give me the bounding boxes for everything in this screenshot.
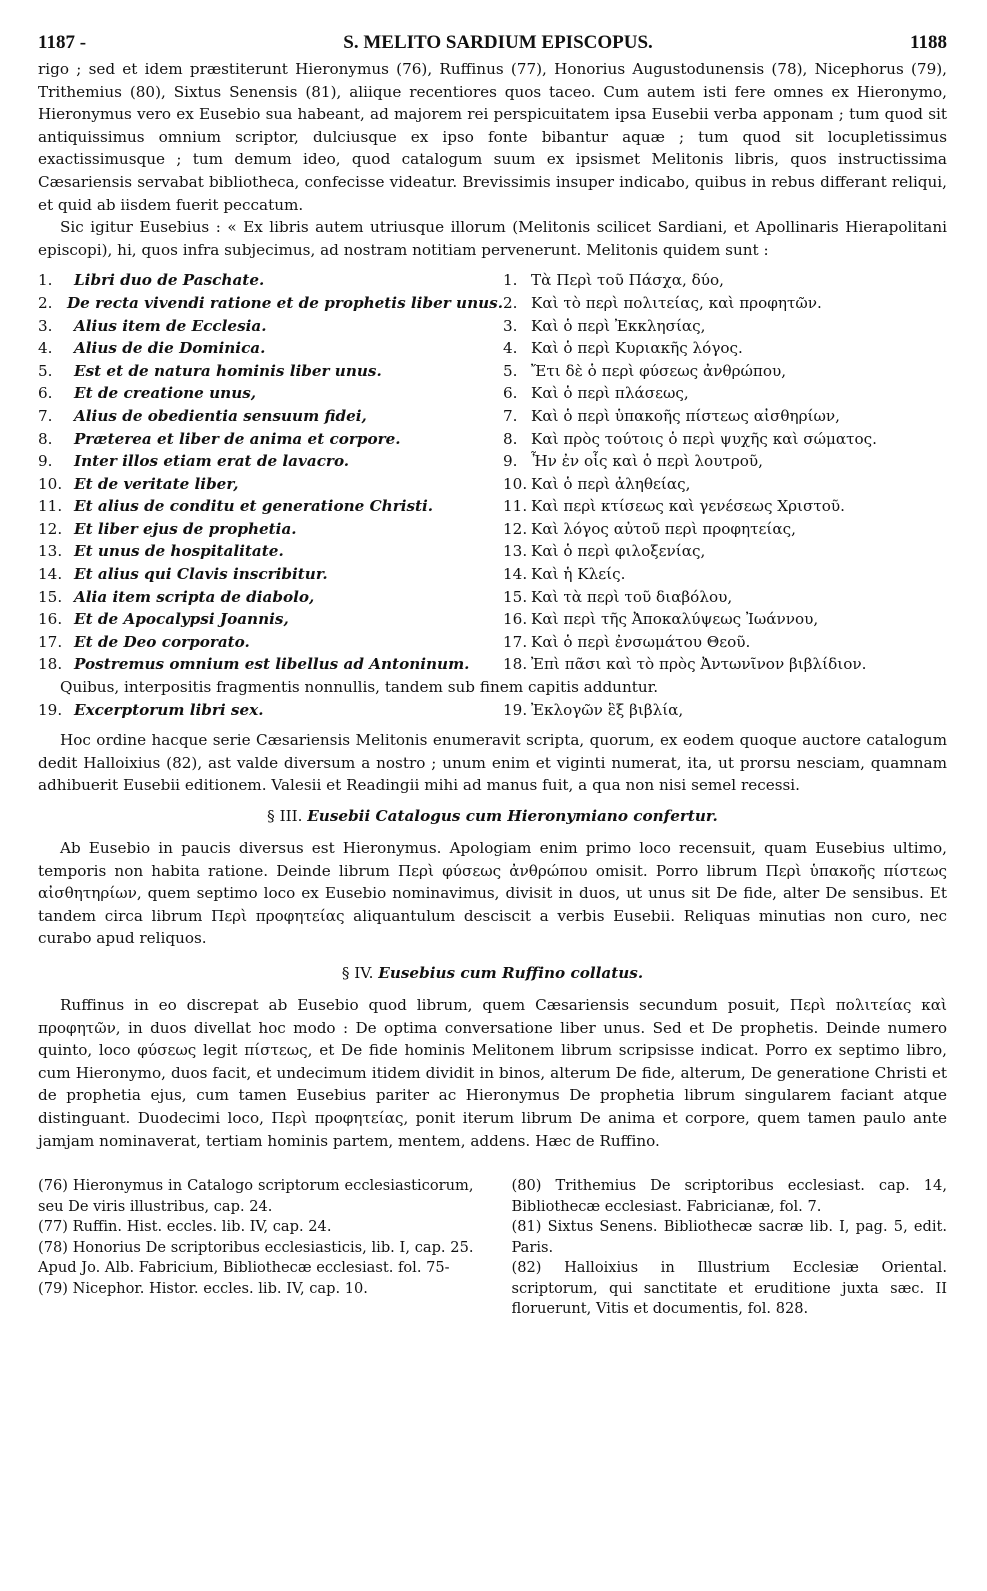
- footnotes: [38, 1176, 947, 1320]
- list-item-title: Ἦν ἐν οἷς καὶ ὁ περὶ λουτροῦ,: [531, 452, 763, 471]
- list-item-number: 4.: [38, 339, 53, 358]
- list-item: [38, 586, 503, 609]
- list-item: [503, 608, 947, 631]
- list-item-title: Præterea et liber de anima et corpore.: [74, 429, 401, 448]
- list-item: [503, 450, 947, 473]
- list-item-number: 4.: [503, 339, 518, 358]
- list-item: [38, 337, 503, 360]
- list-item-title: Τὰ Περὶ τοῦ Πάσχα, δύο,: [531, 271, 724, 290]
- list-item-number: 12.: [38, 519, 63, 538]
- list-item-number: 2.: [503, 293, 518, 312]
- running-title: S. MELITO SARDIUM EPISCOPUS.: [343, 32, 653, 53]
- list-item-title: Καὶ περὶ τῆς Ἀποκαλύψεως Ἰωάννου,: [531, 610, 819, 629]
- list-item-number: 18.: [38, 655, 63, 674]
- list-item: [503, 315, 947, 338]
- list-item-title: Καὶ ὁ περὶ πλάσεως,: [531, 384, 689, 403]
- list-item: [38, 450, 503, 473]
- list-item-title: Et alius qui Clavis inscribitur.: [74, 565, 328, 584]
- list-item-number: 10.: [503, 474, 528, 493]
- list-item-number: 7.: [38, 406, 53, 425]
- list-item-title: Καὶ ὁ περὶ ἀληθείας,: [531, 474, 691, 493]
- list-item-number: 9.: [38, 452, 53, 471]
- list-item-title: Et de Apocalypsi Joannis,: [74, 610, 289, 629]
- list-item-number: 17.: [38, 632, 63, 651]
- list-item: [38, 382, 503, 405]
- column-number-right: 1188: [910, 32, 947, 53]
- list-item: [503, 428, 947, 451]
- list-item: [503, 382, 947, 405]
- footnote: (77) Ruffin. Hist. eccles. lib. IV, cap. 24.: [38, 1218, 332, 1236]
- list-item: [503, 360, 947, 383]
- list-item: [503, 337, 947, 360]
- list-item: [38, 563, 503, 586]
- list-item-title: Καὶ ὁ περὶ Ἐκκλησίας,: [531, 316, 706, 335]
- list-item: [38, 292, 503, 315]
- list-item-title: Postremus omnium est libellus ad Antoninum.: [74, 655, 470, 674]
- list-item: [503, 518, 947, 541]
- footnote: (78) Honorius De scriptoribus ecclesiasticis, lib. I, cap. 25. Apud Jo. Alb. Fabricium, Bibliothecæ ecclesiast. fol. 75-: [38, 1238, 474, 1277]
- works-list: [38, 269, 947, 676]
- list-item: [38, 495, 503, 518]
- item-19-row: [38, 699, 947, 722]
- list-item: [38, 540, 503, 563]
- list-item: [38, 631, 503, 654]
- list-item: [38, 269, 503, 292]
- list-item-title: Καὶ περὶ κτίσεως καὶ γενέσεως Χριστοῦ.: [531, 497, 845, 516]
- list-item: [38, 518, 503, 541]
- footnote: (82) Halloixius in Illustrium Ecclesiæ Oriental. scriptorum, qui sanctitate et eruditione juxta sæc. II floruerunt, Vitis et documentis, fol. 828.: [511, 1259, 947, 1318]
- list-item-number: 8.: [38, 429, 53, 448]
- list-item-number: 11.: [503, 497, 528, 516]
- list-item-title: Ἔτι δὲ ὁ περὶ φύσεως ἀνθρώπου,: [531, 361, 787, 380]
- section-iii-paragraph: Ab Eusebio in paucis diversus est Hieronymus. Apologiam enim primo loco recensuit, quam Eusebius ultimo, temporis non habita ratione. Deinde librum Περὶ φύσεως ἀνθρώπου omisit. Porro librum Περὶ ὑπακοῆς πίστεως αἰσθητηρίων, quem septimo loco ex Eusebio nominavimus, divisit in duos, ut unus sit De fide, alter De sensibus. Et tandem circa librum Περὶ προφητείας aliquantulum desciscit a verbis Eusebii. Reliquas minutias non curo, nec curabo apud reliquos.: [38, 839, 947, 948]
- list-item-number: 15.: [503, 587, 528, 606]
- list-item-title: Καὶ ὁ περὶ φιλοξενίας,: [531, 542, 706, 561]
- list-item-number: 8.: [503, 429, 518, 448]
- list-item: [503, 631, 947, 654]
- list-item-number: 13.: [503, 542, 528, 561]
- list-item-number: 1.: [38, 271, 53, 290]
- list-item-title: Καὶ τὸ περὶ πολιτείας, καὶ προφητῶν.: [531, 293, 822, 312]
- list-item: [503, 563, 947, 586]
- list-item: [503, 292, 947, 315]
- list-item-number: 16.: [38, 610, 63, 629]
- list-item-title: Καὶ ὁ περὶ ἐνσωμάτου Θεοῦ.: [531, 632, 751, 651]
- list-item-title: De recta vivendi ratione et de prophetis liber unus.: [66, 293, 503, 312]
- list-item-number: 14.: [503, 565, 528, 584]
- list-item-title: Et alius de conditu et generatione Christi.: [74, 497, 434, 516]
- list-item: [38, 428, 503, 451]
- list-item-number: 2.: [38, 293, 53, 312]
- greek-list: [503, 269, 947, 676]
- list-item-number: 6.: [503, 384, 518, 403]
- item-19-greek: Ἐκλογῶν ἓξ βιβλία,: [531, 700, 684, 719]
- section-iv-heading: [38, 964, 947, 982]
- list-item: [503, 473, 947, 496]
- list-item-title: Et unus de hospitalitate.: [74, 542, 284, 561]
- list-item-title: Καὶ ἡ Κλείς.: [531, 565, 626, 584]
- list-item-number: 10.: [38, 474, 63, 493]
- page-header: [38, 32, 947, 58]
- list-item: [503, 495, 947, 518]
- list-item: [38, 473, 503, 496]
- list-item-title: Et liber ejus de prophetia.: [74, 519, 297, 538]
- list-item-title: Καὶ ὁ περὶ Κυριακῆς λόγος.: [531, 339, 743, 358]
- list-item-title: Alius item de Ecclesia.: [74, 316, 267, 335]
- list-item-number: 18.: [503, 655, 528, 674]
- list-item: [503, 405, 947, 428]
- footnote: (76) Hieronymus in Catalogo scriptorum ecclesiasticorum, seu De viris illustribus, cap. 24.: [38, 1177, 474, 1215]
- footnotes-left: [38, 1176, 474, 1320]
- list-item-number: 3.: [38, 316, 53, 335]
- list-item-number: 12.: [503, 519, 528, 538]
- section-iv-title: Eusebius cum Ruffino collatus.: [378, 963, 644, 982]
- footnotes-right: [512, 1176, 948, 1320]
- list-item-title: Καὶ ὁ περὶ ὑπακοῆς πίστεως αἰσθηρίων,: [531, 406, 840, 425]
- footnote: (80) Trithemius De scriptoribus ecclesiast. cap. 14, Bibliothecæ ecclesiast. Fabricianæ, fol. 7.: [511, 1177, 947, 1215]
- column-number-left: 1187 -: [38, 32, 87, 53]
- list-item: [503, 586, 947, 609]
- list-item-number: 6.: [38, 384, 53, 403]
- list-item-number: 17.: [503, 632, 528, 651]
- list-item-number: 7.: [503, 406, 518, 425]
- section-iv-paragraph: Ruffinus in eo discrepat ab Eusebio quod librum, quem Cæsariensis secundum posuit, Περὶ πολιτείας καὶ προφητῶν, in duos divellat hoc modo : De optima conversatione liber unus. Sed et De prophetis. Deinde numero quinto, loco φύσεως legit πίστεως, et De fide hominis Melitonem librum scripsisse indicat. Porro ex septimo libro, cum Hieronymo, duos facit, et undecimum itidem dividit in binos, alterum De fide, alterum, De generatione Christi et de prophetia ejus, cum tamen Eusebius pariter ac Hieronymus De prophetia librum singularem faciant atque distinguant. Duodecimi loco, Περὶ προφητείας, ponit iterum librum De anima et corpore, quem tamen paulo ante jamjam nominaverat, tertiam hominis partem, mentem, addens. Hæc de Ruffino.: [38, 995, 947, 1150]
- item-19-number: 19.: [38, 700, 63, 719]
- list-item: [503, 540, 947, 563]
- list-item: [503, 269, 947, 292]
- list-item: [38, 315, 503, 338]
- list-item: [38, 608, 503, 631]
- list-item-title: Alia item scripta de diabolo,: [74, 587, 315, 606]
- list-item-number: 11.: [38, 497, 63, 516]
- quote-intro-paragraph: Sic igitur Eusebius : « Ex libris autem utriusque illorum (Melitonis scilicet Sardiani, et Apollinaris Hierapolitani episcopi), hi, quos infra subjecimus, ad nostram notitiam pervenerunt. Melitonis quidem sunt :: [38, 218, 947, 259]
- list-item-number: 1.: [503, 271, 518, 290]
- list-item-number: 15.: [38, 587, 63, 606]
- list-item-title: Καὶ πρὸς τούτοις ὁ περὶ ψυχῆς καὶ σώματος.: [531, 429, 877, 448]
- list-item-title: Ἐπὶ πᾶσι καὶ τὸ πρὸς Ἀντωνῖνον βιβλίδιον.: [531, 655, 867, 674]
- item-19-greek-number: 19.: [503, 700, 528, 719]
- list-item-title: Alius de obedientia sensuum fidei,: [74, 406, 367, 425]
- item-19-latin: Excerptorum libri sex.: [74, 700, 264, 719]
- list-item-title: Est et de natura hominis liber unus.: [74, 361, 382, 380]
- section-iv-sign: § IV.: [341, 963, 374, 982]
- list-item-number: 16.: [503, 610, 528, 629]
- list-item-number: 9.: [503, 452, 518, 471]
- list-item-title: Et de Deo corporato.: [74, 632, 250, 651]
- section-iii-heading: [38, 807, 947, 825]
- list-item-title: Alius de die Dominica.: [74, 339, 266, 358]
- list-item: [38, 653, 503, 676]
- section-iii-title: Eusebii Catalogus cum Hieronymiano confertur.: [307, 807, 718, 825]
- section-iii-sign: § III.: [267, 807, 303, 825]
- latin-list: [38, 269, 503, 676]
- list-item-title: Et de creatione unus,: [74, 384, 257, 403]
- list-item-title: Καὶ λόγος αὐτοῦ περὶ προφητείας,: [531, 519, 796, 538]
- list-item-number: 14.: [38, 565, 63, 584]
- list-item-title: Libri duo de Paschate.: [74, 271, 265, 290]
- fragments-line: Quibus, interpositis fragmentis nonnullis, tandem sub finem capitis adduntur.: [60, 678, 659, 697]
- list-item-number: 5.: [503, 361, 518, 380]
- list-item: [38, 405, 503, 428]
- order-paragraph: Hoc ordine hacque serie Cæsariensis Melitonis enumeravit scripta, quorum, ex eodem quoque auctore catalogum dedit Halloixius (82), ast valde diversum a nostro ; unum enim et viginti numerat, ita, ut prorsu nesciam, quamnam adhibuerit Eusebii editionem. Valesii et Readingii mihi ad manus fuit, a qua non nisi semel recessi.: [38, 731, 947, 795]
- intro-paragraph: rigo ; sed et idem præstiterunt Hieronymus (76), Ruffinus (77), Honorius Augustodunensis (78), Nicephorus (79), Trithemius (80), Sixtus Senensis (81), aliique recentiores quos taceo. Cum autem isti fere omnes ex Hieronymo, Hieronymus vero ex Eusebio sua habeant, ad majorem rei perspicuitatem ipsa Eusebii verba apponam ; tum quod sit antiquissimus omnium scriptor, dulciusque ex ipso fonte bibantur aquæ ; tum quod sit locupletissimus exactissimusque ; tum demum ideo, quod catalogum suum ex ipsismet Melitonis libris, quos instructissima Cæsariensis servabat bibliotheca, confecisse videatur. Brevissimis insuper indicabo, quibus in rebus differant reliqui, et quid ab iisdem fuerit peccatum.: [38, 60, 947, 214]
- list-item: [38, 360, 503, 383]
- list-item-title: Καὶ τὰ περὶ τοῦ διαβόλου,: [531, 587, 733, 606]
- footnote: (79) Nicephor. Histor. eccles. lib. IV, cap. 10.: [38, 1279, 368, 1297]
- list-item-number: 5.: [38, 361, 53, 380]
- list-item-number: 13.: [38, 542, 63, 561]
- list-item-title: Inter illos etiam erat de lavacro.: [74, 452, 350, 471]
- list-item-title: Et de veritate liber,: [74, 474, 239, 493]
- list-item-number: 3.: [503, 316, 518, 335]
- list-item: [503, 653, 947, 676]
- footnote: (81) Sixtus Senens. Bibliothecæ sacræ lib. I, pag. 5, edit. Paris.: [511, 1218, 947, 1256]
